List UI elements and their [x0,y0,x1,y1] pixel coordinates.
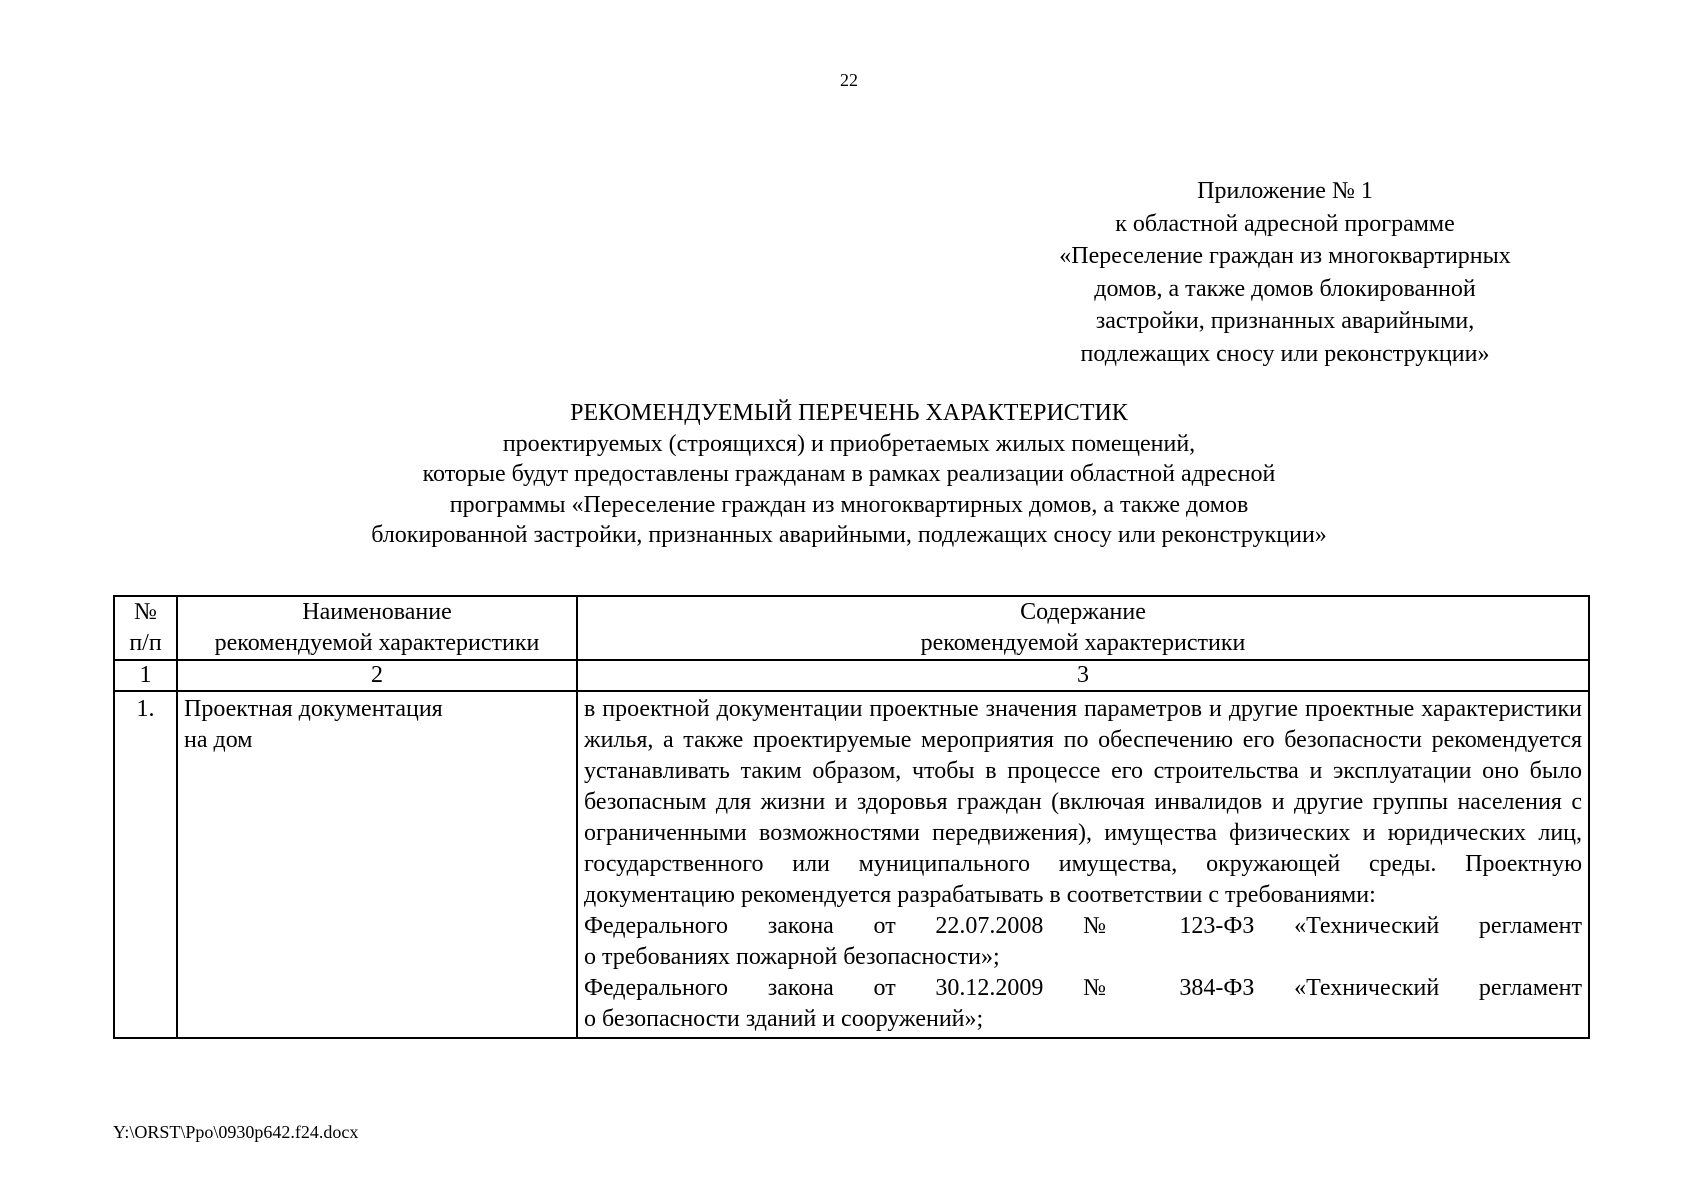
appendix-line: домов, а также домов блокированной [1094,275,1476,302]
title-line: которые будут предоставлены гражданам в рамках реализации областной адресной [422,461,1276,487]
footer-file-path: Y:\ORST\Ppo\0930p642.f24.docx [113,1122,359,1142]
page-number: 22 [840,70,858,90]
title-line: проектируемых (строящихся) и приобретаемых жилых помещений, [502,430,1196,457]
appendix-block [1000,175,1570,370]
document-title [0,398,1698,551]
column-number-cell: 2 [177,660,577,691]
row-number-cell: 1. [114,691,177,1038]
column-number-row [114,660,1589,691]
appendix-line: Приложение № 1 [1197,178,1373,204]
content-paragraph: в проектной документации проектные значения параметров и другие проектные характеристики жилья, а также проектируемые мероприятия по обеспечению его безопасности рекомендуется устанавливать таким образом, чтобы в процессе его строительства и эксплуатации оно было безопасным для жизни и здоровья граждан (включая инвалидов и другие группы населения с ограниченными возможностями передвижения), имущества физических и юридических лиц, государственного или муниципального имущества, окружающей среды. Проектную документацию рекомендуется разрабатывать в соответствии с требованиями: [584,696,1582,908]
row-name-cell: Проектная документация на дом [177,691,577,1038]
table-row [114,691,1589,1038]
header-cell-content: Содержание рекомендуемой характеристики [577,596,1589,660]
row-content-cell [577,691,1589,1038]
column-number-cell: 1 [114,660,177,691]
title-line: программы «Переселение граждан из многоквартирных домов, а также домов [449,491,1249,518]
content-law-line: о требованиях пожарной безопасности»; [584,944,1000,970]
content-law-line: Федерального закона от 22.07.2008 № 123-ФЗ «Технический регламент [584,913,1582,939]
title-heading: РЕКОМЕНДУЕМЫЙ ПЕРЕЧЕНЬ ХАРАКТЕРИСТИК [570,400,1128,426]
table-header-row [114,596,1589,660]
content-law-line: Федерального закона от 30.12.2009 № 384-ФЗ «Технический регламент [584,975,1582,1001]
content-law-line: о безопасности зданий и сооружений»; [584,1006,984,1032]
title-line: блокированной застройки, признанных аварийными, подлежащих сносу или реконструкции» [371,522,1327,548]
appendix-line: подлежащих сносу или реконструкции» [1080,340,1490,367]
header-cell-number: № п/п [114,596,177,660]
column-number-cell: 3 [577,660,1589,691]
appendix-line: застройки, признанных аварийными, [1095,308,1475,334]
appendix-line: к областной адресной программе [1115,210,1455,237]
header-cell-name: Наименование рекомендуемой характеристики [177,596,577,660]
appendix-line: «Переселение граждан из многоквартирных [1059,243,1511,269]
characteristics-table [113,595,1590,1039]
